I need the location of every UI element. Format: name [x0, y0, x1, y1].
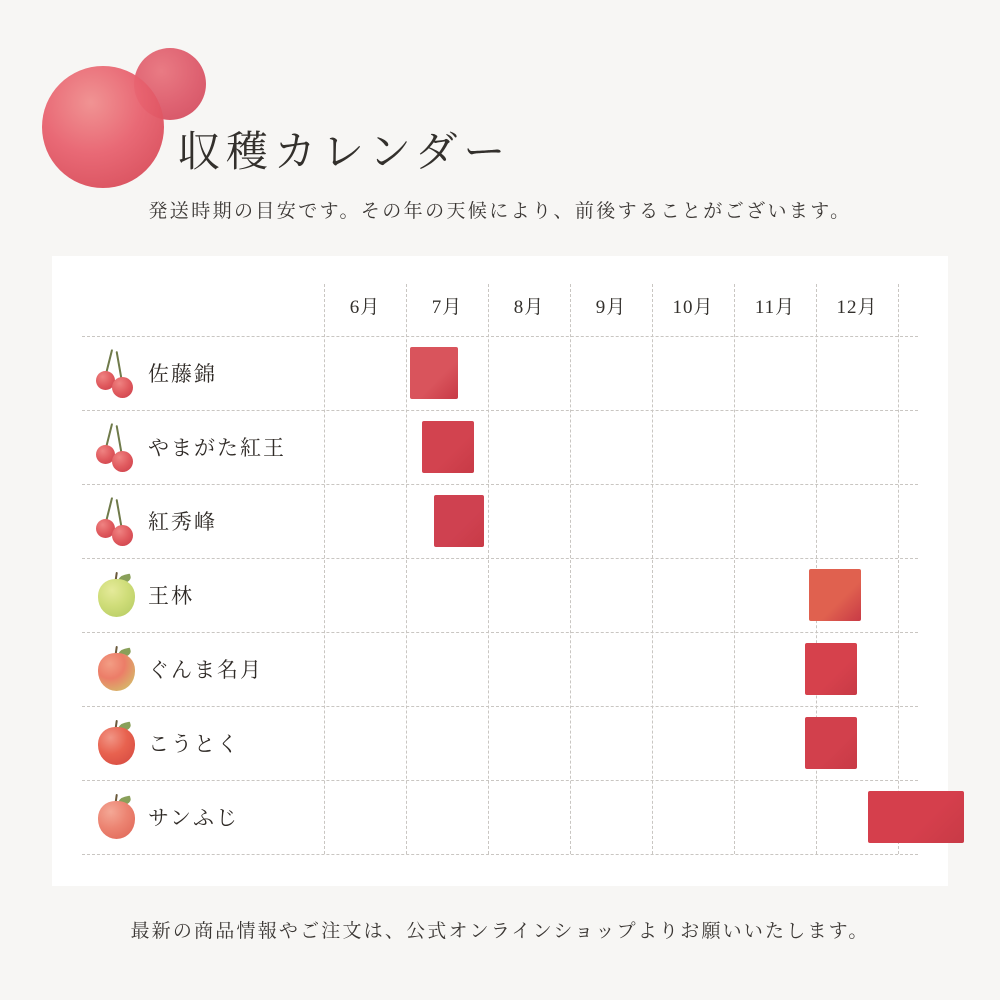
cherry-fruit-icon	[112, 525, 133, 546]
cherry-fruit-icon	[112, 451, 133, 472]
row-fruit-icon	[92, 419, 140, 475]
table-row	[52, 410, 948, 484]
row-label: 佐藤錦	[148, 362, 217, 386]
grid-hline-8	[82, 854, 918, 855]
row-fruit-icon	[92, 715, 140, 771]
row-label: サンふじ	[148, 806, 239, 830]
apple-body-icon	[98, 801, 135, 839]
harvest-bar	[422, 421, 474, 473]
row-label: 王林	[148, 584, 194, 608]
cherry-stem-icon	[116, 499, 123, 527]
row-fruit-icon	[92, 345, 140, 401]
harvest-bar	[805, 717, 857, 769]
row-fruit-icon	[92, 567, 140, 623]
row-fruit-icon	[92, 493, 140, 549]
apple-body-icon	[98, 727, 135, 765]
month-label-4: 9月	[595, 297, 627, 318]
month-label-2: 7月	[431, 297, 463, 318]
row-label: やまがた紅王	[148, 436, 286, 460]
row-fruit-icon	[92, 789, 140, 845]
row-label: こうとく	[148, 732, 240, 756]
table-row	[52, 484, 948, 558]
harvest-bar	[868, 791, 964, 843]
apple-body-icon	[98, 579, 135, 617]
row-label: 紅秀峰	[148, 510, 217, 534]
page-title: 収穫カレンダー	[178, 130, 512, 176]
apple-icon	[92, 567, 140, 623]
cherry-fruit-icon	[112, 377, 133, 398]
cherry-icon	[92, 493, 140, 549]
table-row	[52, 336, 948, 410]
apple-icon	[92, 641, 140, 697]
month-label-7: 12月	[836, 297, 878, 318]
calendar-card	[52, 256, 948, 886]
month-label-5: 10月	[672, 297, 714, 318]
page-footnote: 最新の商品情報やご注文は、公式オンラインショップよりお願いいたします。	[130, 921, 870, 942]
table-row	[52, 780, 948, 854]
harvest-bar	[410, 347, 458, 399]
cherry-stem-icon	[116, 425, 123, 453]
page-subtitle: 発送時期の目安です。その年の天候により、前後することがございます。	[148, 201, 852, 222]
apple-icon	[92, 789, 140, 845]
page-header	[0, 40, 1000, 176]
row-label: ぐんま名月	[148, 658, 263, 682]
cherry-icon	[92, 345, 140, 401]
harvest-bar	[809, 569, 861, 621]
table-row	[52, 632, 948, 706]
harvest-bar	[434, 495, 484, 547]
apple-icon	[92, 715, 140, 771]
table-row	[52, 558, 948, 632]
table-row	[52, 706, 948, 780]
month-label-1: 6月	[349, 297, 381, 318]
blob-large-icon	[42, 66, 164, 188]
harvest-bar	[805, 643, 857, 695]
apple-body-icon	[98, 653, 135, 691]
month-label-3: 8月	[513, 297, 545, 318]
cherry-icon	[92, 419, 140, 475]
row-fruit-icon	[92, 641, 140, 697]
month-label-6: 11月	[754, 297, 796, 318]
cherry-stem-icon	[116, 351, 123, 379]
